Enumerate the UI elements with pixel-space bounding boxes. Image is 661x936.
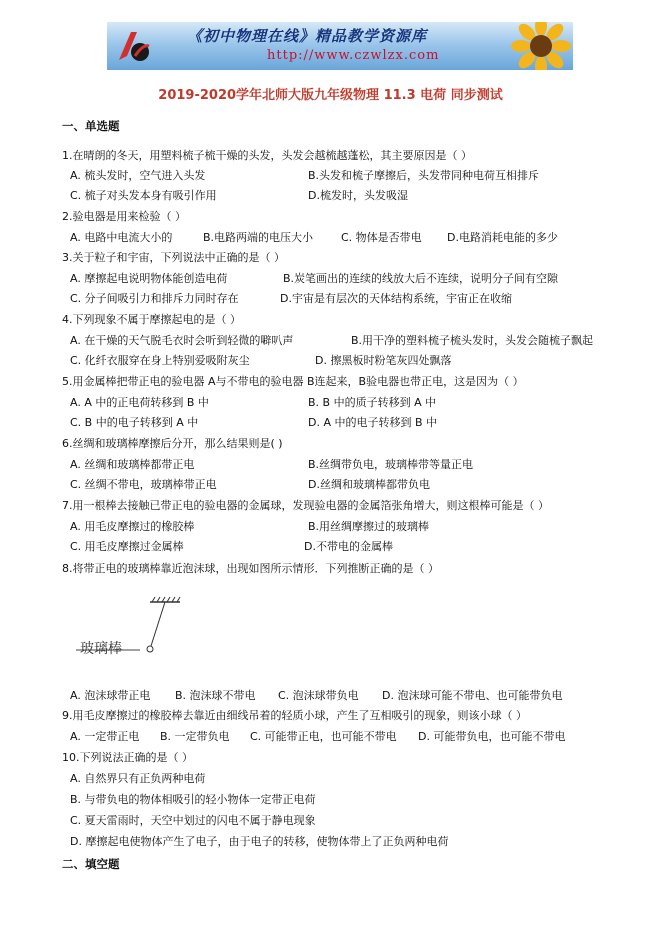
option-b: B.电路两端的电压大小	[203, 231, 314, 244]
site-logo-icon	[113, 26, 153, 66]
question-stem: 4.下列现象不属于摩擦起电的是（ ）	[62, 313, 241, 326]
figure-drawing	[74, 592, 184, 672]
option-a: A. 一定带正电	[70, 730, 140, 743]
option-b: B. 泡沫球不带电	[175, 689, 256, 702]
option-a: A. 摩擦起电说明物体能创造电荷	[70, 272, 228, 285]
option-a: A. 梳头发时，空气进入头发	[70, 169, 206, 182]
banner-url[interactable]: http://www.czwlzx.com	[267, 48, 440, 63]
option-c: C. 可能带正电，也可能不带电	[250, 730, 397, 743]
option-d: D. 可能带负电，也可能不带电	[418, 730, 566, 743]
option-c: C. 化纤衣服穿在身上特别爱吸附灰尘	[70, 354, 250, 367]
option-c: C. B 中的电子转移到 A 中	[70, 416, 199, 429]
banner-title: 《初中物理在线》精品教学资源库	[187, 27, 428, 45]
option-c: C. 梳子对头发本身有吸引作用	[70, 189, 217, 202]
option-a: A. 丝绸和玻璃棒都带正电	[70, 458, 195, 471]
option-c: C. 泡沫球带负电	[278, 689, 359, 702]
section-heading-fill-in: 二、填空题	[62, 857, 120, 871]
option-d: D.梳发时，头发吸湿	[308, 189, 408, 202]
pendulum-figure	[74, 592, 184, 672]
question-stem: 5.用金属棒把带正电的验电器 A与不带电的验电器 B连起来，B验电器也带正电，这是因为（ ）	[62, 375, 524, 388]
option-b: B.用丝绸摩擦过的玻璃棒	[308, 520, 430, 533]
section-heading-single-choice: 一、单选题	[62, 119, 120, 133]
option-c: C. 物体是否带电	[341, 231, 422, 244]
option-a: A. 在干燥的天气脱毛衣时会听到轻微的噼叭声	[70, 334, 294, 347]
option-d: D.不带电的金属棒	[304, 540, 393, 553]
option-d: D. 擦黑板时粉笔灰四处飘落	[315, 354, 452, 367]
question-stem: 10.下列说法正确的是（ ）	[62, 751, 193, 764]
question-stem: 2.验电器是用来检验（ ）	[62, 210, 186, 223]
sunflower-icon	[511, 22, 571, 70]
question-stem: 3.关于粒子和宇宙，下列说法中正确的是（ ）	[62, 251, 285, 264]
option-d: D. 泡沫球可能不带电、也可能带负电	[382, 689, 563, 702]
option-d: D.宇宙是有层次的天体结构系统，宇宙正在收缩	[280, 292, 512, 305]
option-d: D. A 中的电子转移到 B 中	[308, 416, 438, 429]
option-c: C. 夏天雷雨时，天空中划过的闪电不属于静电现象	[70, 814, 316, 827]
figure-label-glass-rod: 玻璃棒	[80, 641, 122, 657]
question-stem: 6.丝绸和玻璃棒摩擦后分开，那么结果则是( )	[62, 437, 283, 450]
option-d: D.电路消耗电能的多少	[447, 231, 558, 244]
option-c: C. 用毛皮摩擦过金属棒	[70, 540, 184, 553]
question-stem: 9.用毛皮摩擦过的橡胶棒去靠近由细线吊着的轻质小球，产生了互相吸引的现象，则该小球（ ）	[62, 709, 527, 722]
option-a: A. 泡沫球带正电	[70, 689, 151, 702]
option-b: B.丝绸带负电，玻璃棒带等量正电	[308, 458, 474, 471]
option-b: B.用干净的塑料梳子梳头发时，头发会随梳子飘起	[351, 334, 594, 347]
option-a: A. A 中的正电荷转移到 B 中	[70, 396, 209, 409]
page-title: 2019-2020学年北师大版九年级物理 11.3 电荷 同步测试	[158, 88, 503, 103]
option-b: B.炭笔画出的连续的线放大后不连续，说明分子间有空隙	[283, 272, 559, 285]
option-b: B.头发和梳子摩擦后，头发带同种电荷互相排斥	[308, 169, 540, 182]
option-b: B. B 中的质子转移到 A 中	[308, 396, 437, 409]
question-stem: 7.用一根棒去接触已带正电的验电器的金属球，发现验电器的金属箔张角增大，则这根棒可能是（ ）	[62, 499, 549, 512]
option-d: D. 摩擦起电使物体产生了电子，由于电子的转移，使物体带上了正负两种电荷	[70, 835, 449, 848]
option-b: B. 与带负电的物体相吸引的轻小物体一定带正电荷	[70, 793, 316, 806]
option-b: B. 一定带负电	[160, 730, 230, 743]
option-a: A. 用毛皮摩擦过的橡胶棒	[70, 520, 195, 533]
option-d: D.丝绸和玻璃棒都带负电	[308, 478, 430, 491]
option-c: C. 分子间吸引力和排斥力同时存在	[70, 292, 239, 305]
site-banner	[107, 22, 573, 70]
option-a: A. 电路中电流大小的	[70, 231, 173, 244]
option-c: C. 丝绸不带电，玻璃棒带正电	[70, 478, 217, 491]
question-stem: 1.在晴朗的冬天，用塑料梳子梳干燥的头发，头发会越梳越蓬松，其主要原因是（ ）	[62, 149, 472, 162]
option-a: A. 自然界只有正负两种电荷	[70, 772, 206, 785]
question-stem: 8.将带正电的玻璃棒靠近泡沫球，出现如图所示情形．下列推断正确的是（ ）	[62, 562, 439, 575]
